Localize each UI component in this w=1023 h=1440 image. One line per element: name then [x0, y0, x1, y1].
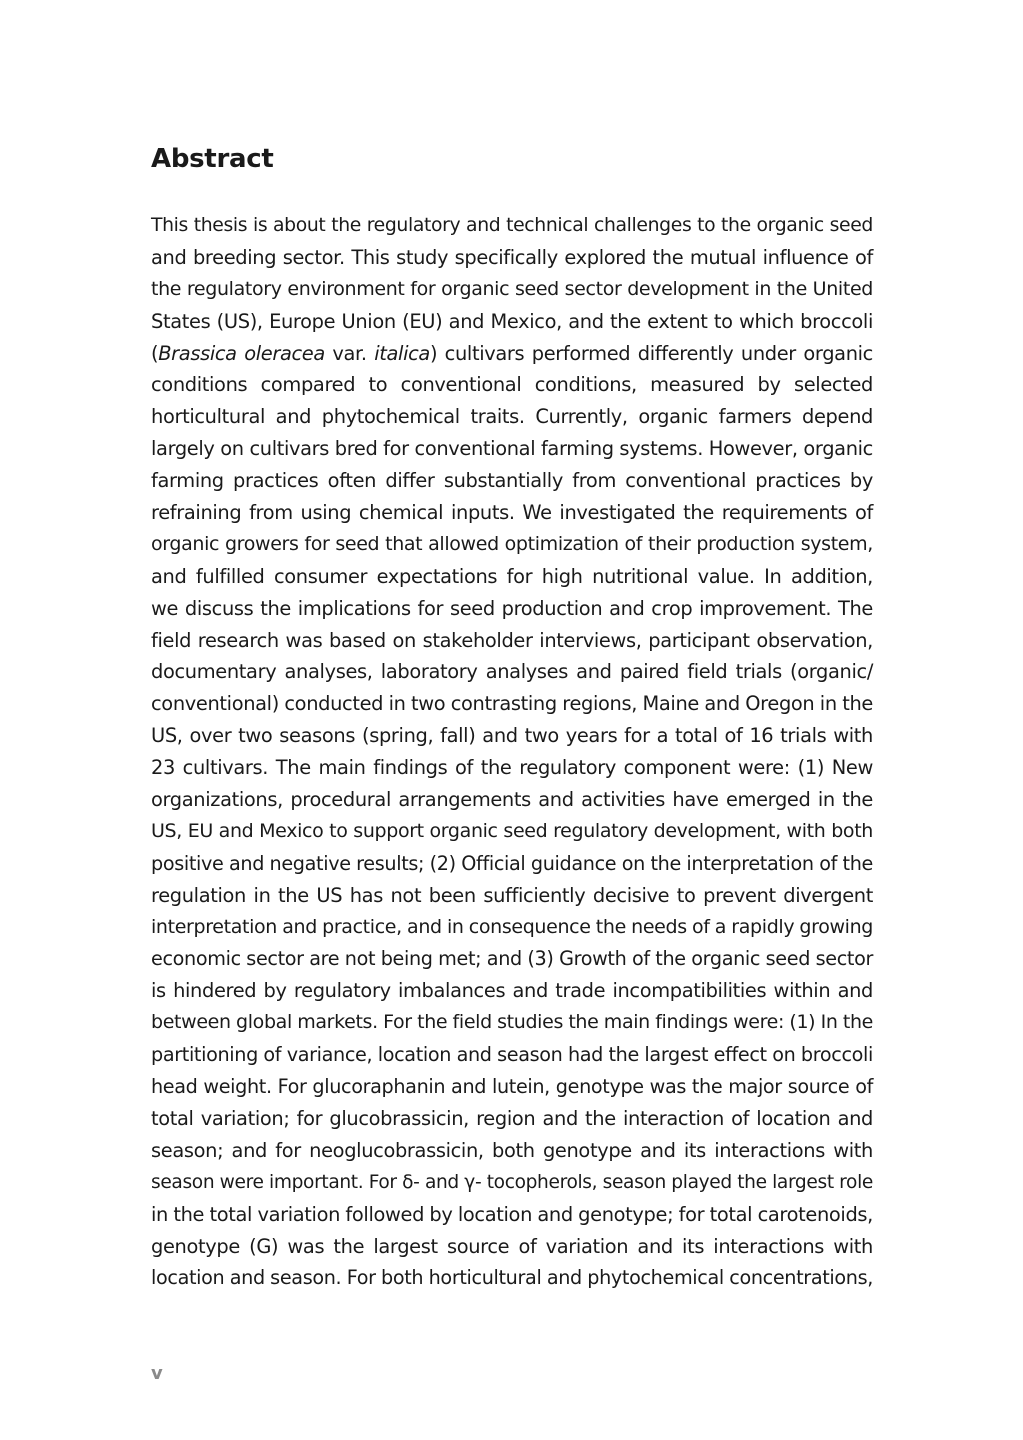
body-line: 23 cultivars. The main findings of the regulatory component were: (1) New [151, 756, 873, 780]
body-line: genotype (G) was the largest source of variation and its interactions with [151, 1234, 873, 1258]
page-number: v [151, 1363, 163, 1384]
body-line: regulation in the US has not been sufficiently decisive to prevent divergent [151, 883, 873, 907]
body-line: conditions compared to conventional conditions, measured by selected [151, 373, 873, 397]
body-line [151, 338, 873, 370]
body-line: head weight. For glucoraphanin and lutein, genotype was the major source of [151, 1075, 873, 1099]
body-line: economic sector are not being met; and (3) Growth of the organic seed sector [151, 947, 873, 971]
body-line: This thesis is about the regulatory and technical challenges to the organic seed [151, 215, 873, 236]
body-line: location and season. For both horticultural and phytochemical concentrations, [151, 1266, 873, 1290]
body-line: documentary analyses, laboratory analyses and paired field trials (organic/ [151, 660, 873, 684]
body-line: we discuss the implications for seed production and crop improvement. The [151, 596, 873, 620]
page-title: Abstract [151, 144, 274, 174]
body-line: organizations, procedural arrangements and activities have emerged in the [151, 788, 873, 812]
variety-name: italica [374, 341, 430, 365]
body-line: and breeding sector. This study specifically explored the mutual influence of [151, 245, 873, 269]
body-line: total variation; for glucobrassicin, region and the interaction of location and [151, 1106, 873, 1130]
body-line: partitioning of variance, location and season had the largest effect on broccoli [151, 1043, 873, 1067]
body-line: and fulfilled consumer expectations for high nutritional value. In addition, [151, 564, 873, 588]
body-line: US, over two seasons (spring, fall) and two years for a total of 16 trials with [151, 724, 873, 748]
body-line: conventional) conducted in two contrasting regions, Maine and Oregon in the [151, 692, 873, 716]
body-line: US, EU and Mexico to support organic seed regulatory development, with both [151, 819, 873, 842]
body-line: field research was based on stakeholder interviews, participant observation, [151, 628, 873, 652]
body-line: interpretation and practice, and in consequence the needs of a rapidly growing [151, 915, 873, 938]
body-line: in the total variation followed by location and genotype; for total carotenoids, [151, 1202, 873, 1226]
body-line: between global markets. For the field studies the main findings were: (1) In the [151, 1011, 873, 1034]
text-fragment: ) cultivars performed differently under organic [429, 341, 873, 365]
species-name: Brassica oleracea [158, 341, 325, 365]
text-fragment: ( [151, 341, 159, 365]
body-line: is hindered by regulatory imbalances and trade incompatibilities within and [151, 979, 873, 1003]
body-line: organic growers for seed that allowed optimization of their production system, [151, 532, 873, 555]
body-line: refraining from using chemical inputs. We investigated the requirements of [151, 501, 873, 525]
text-fragment: var. [324, 341, 375, 365]
body-line: positive and negative results; (2) Official guidance on the interpretation of the [151, 851, 873, 875]
body-line: season; and for neoglucobrassicin, both genotype and its interactions with [151, 1138, 873, 1162]
body-line: States (US), Europe Union (EU) and Mexico, and the extent to which broccoli [151, 309, 873, 333]
body-line: largely on cultivars bred for conventional farming systems. However, organic [151, 437, 873, 461]
body-line: horticultural and phytochemical traits. Currently, organic farmers depend [151, 405, 873, 429]
body-line: season were important. For δ- and γ- tocopherols, season played the largest role [151, 1171, 873, 1193]
body-line: farming practices often differ substantially from conventional practices by [151, 469, 873, 493]
abstract-body [151, 210, 873, 1294]
body-line: the regulatory environment for organic seed sector development in the United [151, 277, 873, 300]
